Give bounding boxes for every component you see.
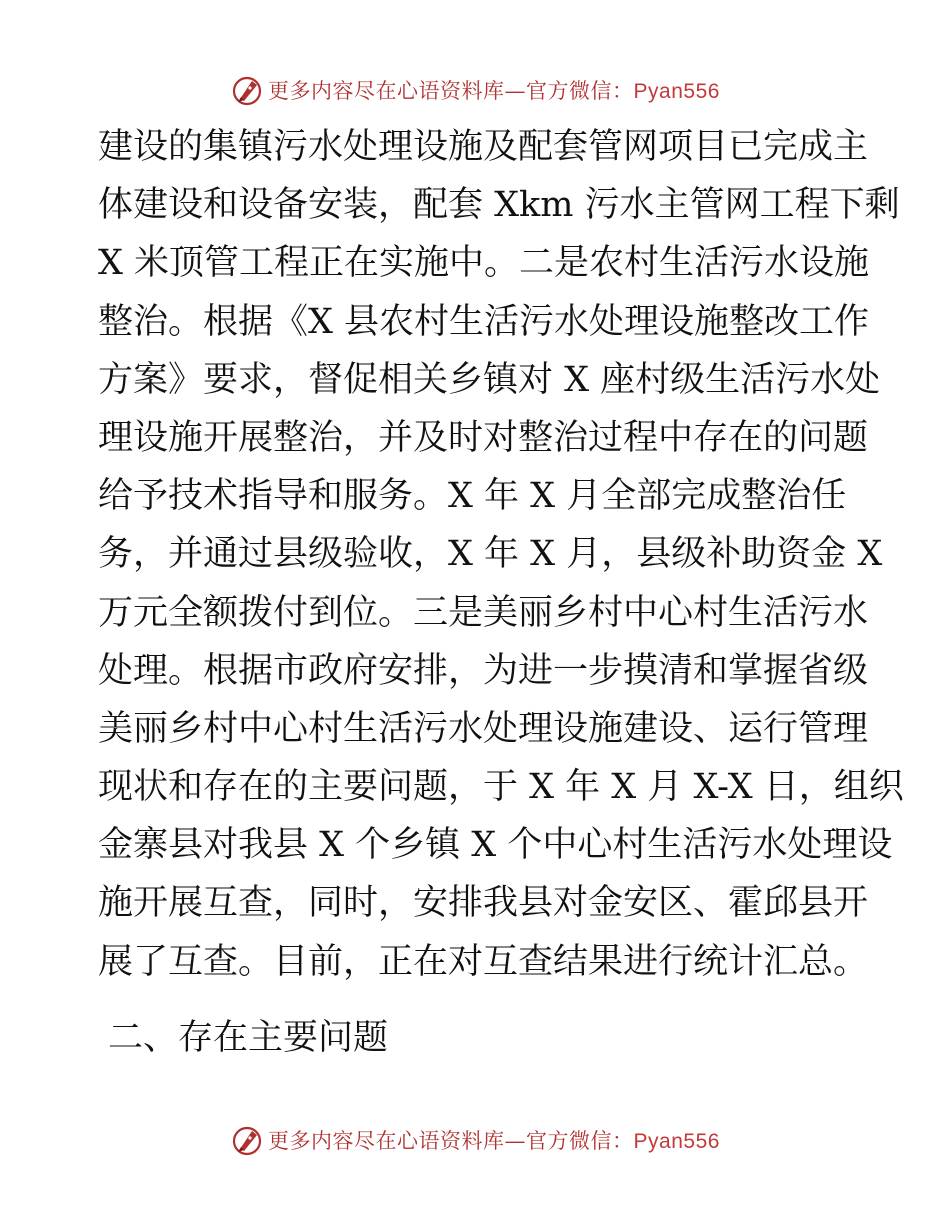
body-line: 现状和存在的主要问题，于 X 年 X 月 X-X 日，组织: [98, 767, 904, 808]
body-line: 方案》要求，督促相关乡镇对 X 座村级生活污水处: [98, 359, 881, 400]
pen-nib-logo-icon: [230, 1123, 264, 1157]
watermark-text: 更多内容尽在心语资料库—官方微信：Pyan556: [268, 79, 720, 103]
footer-watermark: [0, 1120, 950, 1160]
watermark-text: 更多内容尽在心语资料库—官方微信：Pyan556: [268, 1129, 720, 1153]
body-line: X 米顶管工程正在实施中。二是农村生活污水设施: [98, 243, 870, 284]
body-line: 给予技术指导和服务。X 年 X 月全部完成整治任: [98, 476, 847, 517]
body-line: 理设施开展整治，并及时对整治过程中存在的问题: [98, 417, 869, 458]
body-line: 体建设和设备安装，配套 Xkm 污水主管网工程下剩: [98, 185, 900, 226]
body-line: 整治。根据《X 县农村生活污水处理设施整改工作: [98, 301, 870, 342]
watermark-brand: Pyan556: [633, 1130, 720, 1153]
pen-nib-logo-icon: [230, 73, 264, 107]
body-line: 务，并通过县级验收，X 年 X 月，县级补助资金 X: [98, 534, 883, 575]
watermark-brand: Pyan556: [633, 80, 720, 103]
body-line: 建设的集镇污水处理设施及配套管网项目已完成主: [98, 127, 869, 167]
body-paragraph: [98, 118, 904, 991]
body-line: 金寨县对我县 X 个乡镇 X 个中心村生活污水处理设: [98, 825, 893, 866]
header-watermark: [0, 70, 950, 110]
body-line: 美丽乡村中心村生活污水处理设施建设、运行管理: [98, 708, 869, 749]
section-heading: 二、存在主要问题: [108, 1018, 389, 1058]
body-line: 处理。根据市政府安排，为进一步摸清和掌握省级: [98, 650, 869, 691]
body-line: 施开展互查，同时，安排我县对金安区、霍邱县开: [98, 883, 869, 924]
body-line: 展了互查。目前，正在对互查结果进行统计汇总。: [98, 941, 869, 982]
body-line: 万元全额拨付到位。三是美丽乡村中心村生活污水: [98, 592, 869, 633]
